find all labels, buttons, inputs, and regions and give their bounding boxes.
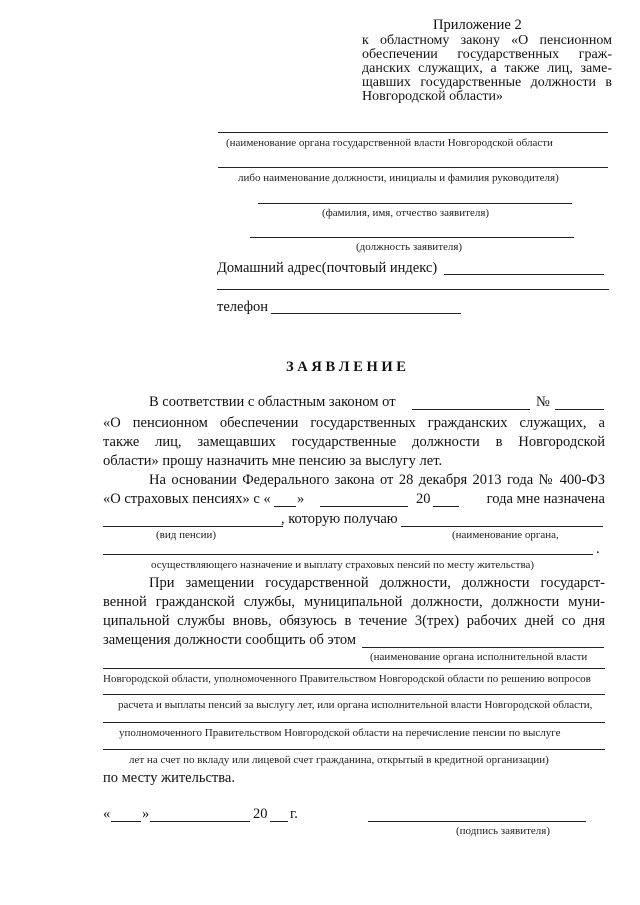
p1-number-sign: №: [536, 394, 550, 410]
appendix-line-2: обеспечении государственных граж-: [362, 47, 612, 62]
appendix-line-5: Новгородской области»: [362, 89, 503, 104]
paying-organ-field[interactable]: [401, 526, 603, 527]
p2-line1: На основании Федерального закона от 28 декабря 2013 года № 400-ФЗ: [149, 472, 605, 488]
exec-organ-caption-2: Новгородской области, уполномоченного Правительством Новгородской области по решению вопросов: [103, 673, 591, 685]
organ-name-line[interactable]: [218, 132, 608, 133]
exec-organ-line-2[interactable]: [103, 668, 605, 669]
law-date-field[interactable]: [412, 409, 530, 410]
date-year-prefix: 20: [253, 806, 268, 822]
date-close-quote: »: [142, 806, 150, 822]
appendix-title: Приложение 2: [433, 17, 522, 33]
exec-organ-caption-1: (наименование органа исполнительной власти: [370, 651, 588, 663]
paying-organ-caption: (наименование органа,: [452, 529, 559, 541]
p1-line3: также лиц, замещавших государственные должности в Новгородской: [103, 434, 605, 450]
p2-line2-start: «О страховых пенсиях» с «: [103, 491, 271, 507]
phone-label: телефон: [217, 299, 269, 315]
p2-year-prefix: 20: [416, 491, 431, 507]
law-number-field[interactable]: [555, 409, 604, 410]
head-position-line[interactable]: [218, 167, 608, 168]
appendix-line-1: к областному закону «О пенсионном: [362, 33, 612, 48]
p3-line2: венной гражданской службы, муниципальной должности, должности муни-: [103, 594, 605, 610]
exec-organ-line-3[interactable]: [103, 694, 605, 695]
signature-field[interactable]: [368, 821, 586, 822]
applicant-name-caption: (фамилия, имя, отчество заявителя): [322, 207, 490, 219]
pension-type-field[interactable]: [103, 526, 283, 527]
organ-caption: (наименование органа государственной власти Новгородской области: [226, 137, 553, 149]
signature-caption: (подпись заявителя): [456, 825, 551, 837]
pension-year-field[interactable]: [433, 506, 459, 507]
p3-line4: замещения должности сообщить об этом: [103, 632, 356, 648]
appendix-line-4: щавших государственные должности в: [362, 75, 612, 90]
date-year-field[interactable]: [270, 821, 288, 822]
exec-organ-caption-5: лет на счет по вкладу или лицевой счет гражданина, открытый в кредитной организации): [129, 754, 549, 766]
address-field-line-2[interactable]: [217, 289, 609, 290]
exec-organ-caption-4: уполномоченного Правительством Новгородской области на перечисление пенсии по выслуге: [119, 727, 561, 739]
address-field[interactable]: [444, 274, 604, 275]
date-year-suffix: г.: [290, 806, 298, 822]
p2-line2-quote: »: [297, 491, 305, 507]
p1-line2: «О пенсионном обеспечении государственных гражданских служащих, а: [103, 415, 605, 431]
p3-end: по месту жительства.: [103, 770, 235, 786]
head-position-caption: либо наименование должности, инициалы и фамилия руководителя): [238, 172, 559, 184]
date-day-field[interactable]: [111, 821, 141, 822]
paying-organ-field-2[interactable]: [103, 554, 593, 555]
p2-dot: .: [596, 541, 600, 557]
applicant-position-line[interactable]: [250, 237, 574, 238]
p2-line2-end: года мне назначена: [486, 491, 605, 507]
exec-organ-line-4[interactable]: [103, 722, 605, 723]
p1-line1-start: В соответствии с областным законом от: [149, 394, 396, 410]
phone-field[interactable]: [271, 313, 461, 314]
pension-type-caption: (вид пенсии): [156, 529, 217, 541]
appendix-line-3: данских служащих, а также лиц, заме-: [362, 61, 612, 76]
p1-line4: области» прошу назначить мне пенсию за выслугу лет.: [103, 453, 443, 469]
exec-organ-field[interactable]: [362, 647, 604, 648]
applicant-name-line[interactable]: [258, 203, 572, 204]
pension-day-field[interactable]: [274, 506, 296, 507]
document-title: З А Я В Л Е Н И Е: [286, 359, 406, 375]
p2-line3: , которую получаю: [281, 511, 398, 527]
date-open-quote: «: [103, 806, 111, 822]
exec-organ-caption-3: расчета и выплаты пенсий за выслугу лет, или органа исполнительной власти Новгородской области,: [118, 699, 593, 711]
exec-organ-line-5[interactable]: [103, 749, 605, 750]
pension-month-field[interactable]: [320, 506, 408, 507]
p3-line3: ципальной службы вновь, обязуюсь в течение 3(трех) рабочих дней со дня: [103, 613, 605, 629]
p3-line1: При замещении государственной должности, должности государст-: [149, 575, 605, 591]
applicant-position-caption: (должность заявителя): [356, 241, 463, 253]
address-label: Домашний адрес(почтовый индекс): [217, 260, 438, 276]
paying-organ-caption-2: осуществляющего назначение и выплату страховых пенсий по месту жительства): [151, 559, 535, 571]
date-month-field[interactable]: [150, 821, 250, 822]
